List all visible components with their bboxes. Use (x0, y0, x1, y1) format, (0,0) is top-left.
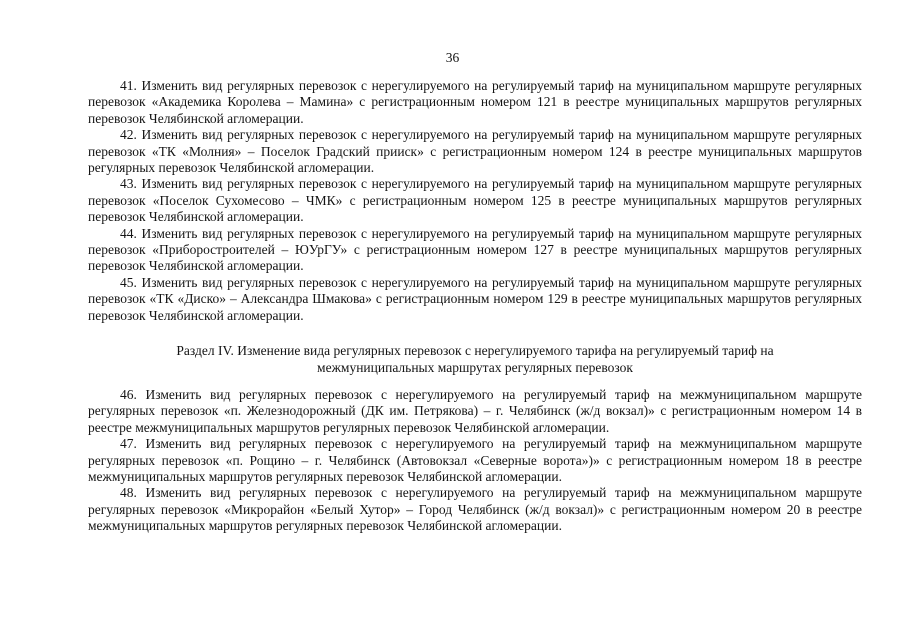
paragraphs-block-top (88, 78, 862, 324)
paragraph-46: 46. Изменить вид регулярных перевозок с нерегулируемого на регулируемый тариф на межмуниципальном маршруте регулярных перевозок «п. Железнодорожный (ДК им. Петрякова) – г. Челябинск (ж/д вокзал)» с регистрационным номером 14 в реестре межмуниципальных маршрутов регулярных перевозок Челябинской агломерации. (88, 387, 862, 435)
paragraph-41: 41. Изменить вид регулярных перевозок с нерегулируемого на регулируемый тариф на муниципальном маршруте регулярных перевозок «Академика Королева – Мамина» с регистрационным номером 121 в реестре муниципальных маршрутов регулярных перевозок Челябинской агломерации. (88, 78, 862, 126)
paragraph-43: 43. Изменить вид регулярных перевозок с нерегулируемого на регулируемый тариф на муниципальном маршруте регулярных перевозок «Поселок Сухомесово – ЧМК» с регистрационным номером 125 в реестре муниципальных маршрутов регулярных перевозок Челябинской агломерации. (88, 176, 862, 225)
section-heading (88, 342, 862, 376)
page-number: 36 (445, 50, 460, 65)
paragraphs-block-bottom (88, 387, 862, 535)
section-heading-line-2: межмуниципальных маршрутах регулярных перевозок (317, 360, 633, 375)
paragraph-42: 42. Изменить вид регулярных перевозок с нерегулируемого на регулируемый тариф на муниципальном маршруте регулярных перевозок «ТК «Молния» – Поселок Градский прииск» с регистрационным номером 124 в реестре муниципальных маршрутов регулярных перевозок Челябинской агломерации. (88, 127, 862, 176)
paragraph-45: 45. Изменить вид регулярных перевозок с нерегулируемого на регулируемый тариф на муниципальном маршруте регулярных перевозок «ТК «Диско» – Александра Шмакова» с регистрационным номером 129 в реестре муниципальных маршрутов регулярных перевозок Челябинской агломерации. (88, 274, 862, 323)
paragraph-44: 44. Изменить вид регулярных перевозок с нерегулируемого на регулируемый тариф на муниципальном маршруте регулярных перевозок «Приборостроителей – ЮУрГУ» с регистрационным номером 127 в реестре муниципальных маршрутов регулярных перевозок Челябинской агломерации. (88, 225, 862, 274)
paragraph-47: 47. Изменить вид регулярных перевозок с нерегулируемого на регулируемый тариф на межмуниципальном маршруте регулярных перевозок «п. Рощино – г. Челябинск (Автовокзал «Северные ворота»)» с регистрационным номером 18 в реестре межмуниципальных маршрутов регулярных перевозок Челябинской агломерации. (88, 436, 862, 485)
section-heading-line-1: Раздел IV. Изменение вида регулярных перевозок с нерегулируемого тарифа на регулируемый тариф на (176, 343, 774, 358)
paragraph-48: 48. Изменить вид регулярных перевозок с нерегулируемого на регулируемый тариф на межмуниципальном маршруте регулярных перевозок «Микрорайон «Белый Хутор» – Город Челябинск (ж/д вокзал)» с регистрационным номером 20 в реестре межмуниципальных маршрутов регулярных перевозок Челябинской агломерации. (88, 485, 862, 534)
